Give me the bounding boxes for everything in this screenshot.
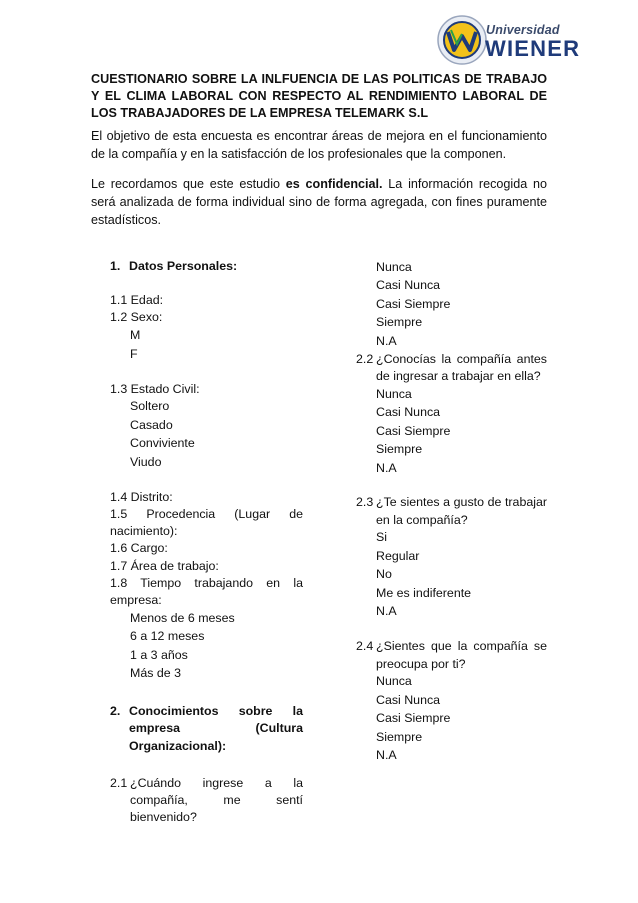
- document-title: CUESTIONARIO SOBRE LA INLFUENCIA DE LAS POLITICAS DE TRABAJO Y EL CLIMA LABORAL CON RESPECTO AL RENDIMIENTO LABORAL DE LOS TRABAJADORES DE LA EMPRESA TELEMARK S.L: [91, 72, 547, 120]
- option-estado-viudo[interactable]: Viudo: [130, 454, 162, 469]
- university-logo: [436, 14, 586, 66]
- section-1-heading: 1. Datos Personales:: [110, 259, 238, 273]
- question-2-2: 2.2 ¿Conocías la compañía antes de ingresar a trabajar en ella?: [356, 351, 547, 383]
- section-2-heading: 2. Conocimientos sobre la empresa (Cultura Organizacional):: [110, 704, 303, 753]
- option-q23-indiferente[interactable]: Me es indiferente: [376, 585, 472, 600]
- confidential-emphasis: es confidencial.: [285, 177, 383, 191]
- question-2-1: 2.1 ¿Cuándo ingrese a la compañía, me sentí bienvenido?: [110, 775, 303, 825]
- option-q22-casi-siempre[interactable]: Casi Siempre: [376, 423, 451, 438]
- option-tiempo-4[interactable]: Más de 3: [130, 666, 181, 681]
- option-tiempo-3[interactable]: 1 a 3 años: [130, 647, 188, 662]
- option-q24-na[interactable]: N.A: [376, 748, 397, 763]
- option-tiempo-2[interactable]: 6 a 12 meses: [130, 629, 205, 644]
- field-area-trabajo: 1.7 Área de trabajo:: [110, 558, 219, 573]
- field-tiempo-trabajando: 1.8 Tiempo trabajando en la: [110, 575, 303, 590]
- option-q24-casi-nunca[interactable]: Casi Nunca: [376, 692, 441, 707]
- option-q24-casi-siempre[interactable]: Casi Siempre: [376, 711, 451, 726]
- option-estado-soltero[interactable]: Soltero: [130, 399, 170, 414]
- option-q24-siempre[interactable]: Siempre: [376, 729, 423, 744]
- intro-paragraph-objective: El objetivo de esta encuesta es encontrar áreas de mejora en el funcionamiento de la compañía y en la satisfacción de los profesionales que la componen.: [91, 129, 547, 161]
- field-cargo: 1.6 Cargo:: [110, 541, 168, 556]
- option-tiempo-1[interactable]: Menos de 6 meses: [130, 610, 235, 625]
- option-q22-siempre[interactable]: Siempre: [376, 442, 423, 457]
- questionnaire-left-column: [110, 258, 303, 826]
- logo-text-big: WIENER: [485, 36, 581, 61]
- university-emblem-icon: [436, 14, 488, 66]
- option-q21-nunca[interactable]: Nunca: [376, 259, 412, 274]
- option-q22-casi-nunca[interactable]: Casi Nunca: [376, 405, 441, 420]
- option-sexo-m[interactable]: M: [130, 328, 141, 343]
- option-q21-casi-siempre[interactable]: Casi Siempre: [376, 296, 451, 311]
- option-q23-regular[interactable]: Regular: [376, 548, 420, 563]
- field-tiempo-trabajando-cont: empresa:: [110, 593, 162, 608]
- questionnaire-right-column: [356, 258, 547, 765]
- field-estado-civil: 1.3 Estado Civil:: [110, 381, 200, 396]
- option-q24-nunca[interactable]: Nunca: [376, 674, 412, 689]
- option-q23-si[interactable]: Si: [376, 530, 388, 545]
- option-q21-casi-nunca[interactable]: Casi Nunca: [376, 278, 441, 293]
- option-estado-casado[interactable]: Casado: [130, 417, 173, 432]
- option-q22-na[interactable]: N.A: [376, 460, 397, 475]
- question-2-3: 2.3 ¿Te sientes a gusto de trabajar en la compañía?: [356, 495, 547, 527]
- intro-paragraph-confidential: Le recordamos que este estudio es confidencial. La información recogida no será analizada de forma individual sino de forma agregada, con fines puramente estadísticos.: [91, 177, 548, 227]
- option-q23-no[interactable]: No: [376, 567, 392, 582]
- option-q21-na[interactable]: N.A: [376, 333, 397, 348]
- field-procedencia-cont: nacimiento):: [110, 524, 178, 539]
- option-q22-nunca[interactable]: Nunca: [376, 386, 412, 401]
- field-sexo: 1.2 Sexo:: [110, 310, 163, 325]
- option-estado-conviviente[interactable]: Conviviente: [130, 436, 195, 451]
- field-edad: 1.1 Edad:: [110, 293, 164, 308]
- option-sexo-f[interactable]: F: [130, 346, 138, 361]
- logo-text-small: Universidad: [486, 23, 560, 37]
- field-distrito: 1.4 Distrito:: [110, 489, 173, 504]
- field-procedencia: 1.5 Procedencia (Lugar de: [110, 507, 303, 522]
- question-2-4: 2.4 ¿Sientes que la compañía se preocupa por ti?: [356, 639, 547, 671]
- option-q21-siempre[interactable]: Siempre: [376, 315, 423, 330]
- option-q23-na[interactable]: N.A: [376, 604, 397, 619]
